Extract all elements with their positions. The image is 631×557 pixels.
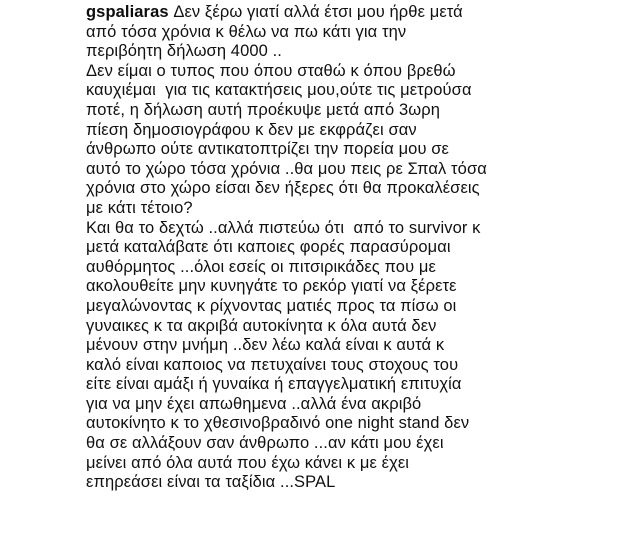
caption-line: γυναικες κ τα ακριβά αυτοκίνητα κ όλα αυτά δεν <box>86 316 437 335</box>
caption-line: μεγαλώνοντας κ ρίχνοντας ματιές προς τα πίσω οι <box>86 296 457 315</box>
caption-text: Δεν ξέρω γιατί αλλά έτσι μου ήρθε μετά <box>168 3 463 21</box>
caption-line: μείνει από όλα αυτά που έχω κάνει κ με έχει <box>86 453 410 472</box>
caption-line: πίεση δημοσιογράφου κ δεν με εκφράζει σαν <box>86 120 417 139</box>
caption-line: θα σε αλλάξουν σαν άνθρωπο ...αν κάτι μου έχει <box>86 434 444 453</box>
caption-line: ακολουθείτε μην κυνηγάτε το ρεκόρ γιατί να ξέρετε <box>86 277 457 296</box>
username-link[interactable]: gspaliaras <box>86 3 169 21</box>
caption-line: για να μην έχει απωθημενα ..αλλά ένα ακριβό <box>86 394 422 413</box>
caption-line: άνθρωπο ούτε αντικατοπτρίζει την πορεία μου σε <box>86 140 450 159</box>
caption-line: είτε είναι αμάξι ή γυναίκα ή επαγγελματική επιτυχία <box>86 375 462 394</box>
caption-line: από τόσα χρόνια κ θέλω να πω κάτι για την <box>86 22 407 41</box>
post-caption <box>86 3 631 493</box>
caption-line: καυχιέμαι για τις κατακτήσεις μου,ούτε τις μετρούσα <box>86 81 472 100</box>
caption-line: αυτό το χώρο τόσα χρόνια ..θα μου πεις ρε Σπαλ τόσα <box>86 159 487 178</box>
caption-line: ποτέ, η δήλωση αυτή προέκυψε μετά από 3ωρη <box>86 100 440 119</box>
caption-line: περιβόητη δήλωση 4000 .. <box>86 42 282 61</box>
caption-line: χρόνια στο χώρο είσαι δεν ήξερες ότι θα προκαλέσεις <box>86 179 480 198</box>
caption-line: επηρεάσει είναι τα ταξίδια ...SPAL <box>86 473 336 492</box>
caption-line-1 <box>86 3 631 23</box>
caption-line: με κάτι τέτοιο? <box>86 198 193 217</box>
caption-line: αυθόρμητος ...όλοι εσείς οι πιτσιρικάδες που με <box>86 257 436 276</box>
caption-line: μετά καταλάβατε ότι καποιες φορές παρασύρομαι <box>86 238 451 257</box>
caption-line: καλό είναι καποιος να πετυχαίνει τους στοχους του <box>86 355 459 374</box>
caption-line: Και θα το δεχτώ ..αλλά πιστεύω ότι από το survivor κ <box>86 218 481 237</box>
caption-line: μένουν στην μνήμη ..δεν λέω καλά είναι κ αυτά κ <box>86 336 445 355</box>
caption-line: Δεν είμαι ο τυπος που όπου σταθώ κ όπου βρεθώ <box>86 61 456 80</box>
caption-line: αυτοκίνητο κ το χθεσινοβραδινό one night stand δεν <box>86 414 470 433</box>
